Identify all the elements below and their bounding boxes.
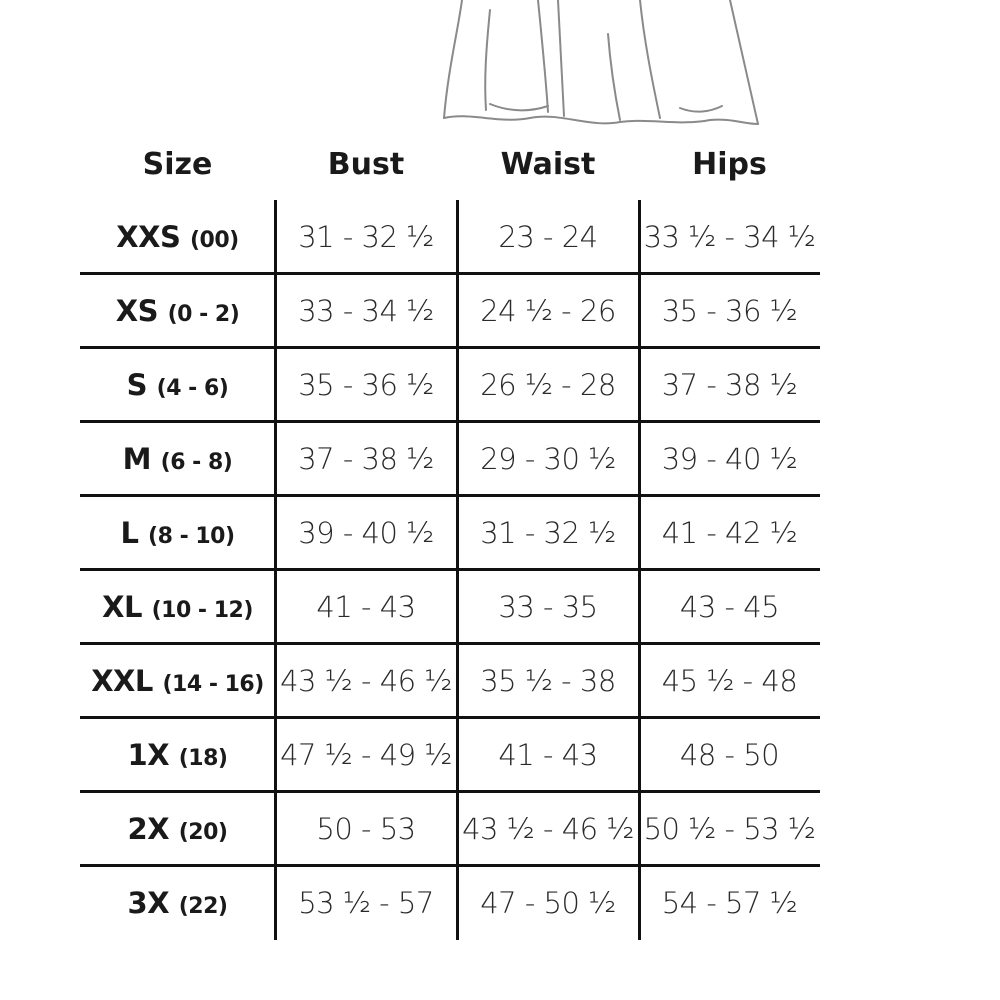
size-alt: (20) [178,820,228,845]
waist-cell: 43 ½ - 46 ½ [462,812,634,846]
hips-cell: 41 - 42 ½ [661,516,798,550]
size-label: M [122,442,152,476]
header-bust: Bust [327,147,405,182]
size-cell [80,274,275,348]
size-cell [80,200,275,274]
bust-cell: 39 - 40 ½ [298,516,434,550]
size-label: S [126,368,148,402]
size-alt: (6 - 8) [160,450,233,475]
size-cell [80,866,275,940]
waist-cell: 23 - 24 [498,220,598,254]
bust-cell: 47 ½ - 49 ½ [280,738,452,772]
hips-cell: 37 - 38 ½ [661,368,798,402]
waist-cell: 33 - 35 [498,590,598,624]
waist-cell: 29 - 30 ½ [480,442,616,476]
hips-cell: 35 - 36 ½ [661,294,798,328]
size-label: 3X [127,886,170,920]
size-alt: (14 - 16) [162,672,264,697]
size-label: XL [102,590,142,624]
bust-cell: 50 - 53 [316,812,416,846]
size-alt: (8 - 10) [148,524,235,549]
size-alt: (18) [178,746,228,771]
table-row [80,866,820,940]
header-hips: Hips [692,147,767,182]
size-label: XS [115,294,158,328]
size-alt: (4 - 6) [156,376,229,401]
size-cell [80,644,275,718]
bust-cell: 53 ½ - 57 [298,886,434,920]
bust-cell: 37 - 38 ½ [298,442,434,476]
bust-cell: 33 - 34 ½ [298,294,434,328]
size-label: 1X [127,738,170,772]
size-cell [80,348,275,422]
hips-cell: 39 - 40 ½ [661,442,798,476]
hips-cell: 43 - 45 [679,590,780,624]
waist-cell: 47 - 50 ½ [480,886,616,920]
bust-cell: 31 - 32 ½ [298,220,434,254]
hips-cell: 54 - 57 ½ [661,886,798,920]
hips-cell: 45 ½ - 48 [661,664,798,698]
size-alt: (22) [178,894,228,919]
size-label: L [120,516,139,550]
size-alt: (0 - 2) [167,302,240,327]
table-row [80,274,820,348]
waist-cell: 31 - 32 ½ [480,516,616,550]
hips-cell: 33 ½ - 34 ½ [643,220,816,254]
size-cell [80,570,275,644]
table-row [80,348,820,422]
waist-cell: 24 ½ - 26 [480,294,616,328]
table-row [80,496,820,570]
waist-cell: 35 ½ - 38 [480,664,616,698]
header-size: Size [142,147,213,182]
table-row [80,644,820,718]
dress-illustration [430,0,770,140]
bust-cell: 41 - 43 [316,590,416,624]
size-label: XXS [116,220,181,254]
header-waist: Waist [500,147,596,182]
table-row [80,422,820,496]
waist-cell: 26 ½ - 28 [480,368,616,402]
waist-cell: 41 - 43 [498,738,598,772]
table-row [80,792,820,866]
size-alt: (00) [189,228,239,253]
bust-cell: 43 ½ - 46 ½ [280,664,452,698]
size-cell [80,718,275,792]
size-cell [80,496,275,570]
table-header [80,140,820,190]
size-alt: (10 - 12) [151,598,253,623]
size-chart-table [80,200,820,940]
table-row [80,718,820,792]
size-cell [80,422,275,496]
hips-cell: 50 ½ - 53 ½ [643,812,816,846]
table-row [80,570,820,644]
table-row [80,200,820,274]
bust-cell: 35 - 36 ½ [298,368,434,402]
size-cell [80,792,275,866]
size-label: 2X [127,812,170,846]
hips-cell: 48 - 50 [679,738,780,772]
size-label: XXL [91,664,153,698]
